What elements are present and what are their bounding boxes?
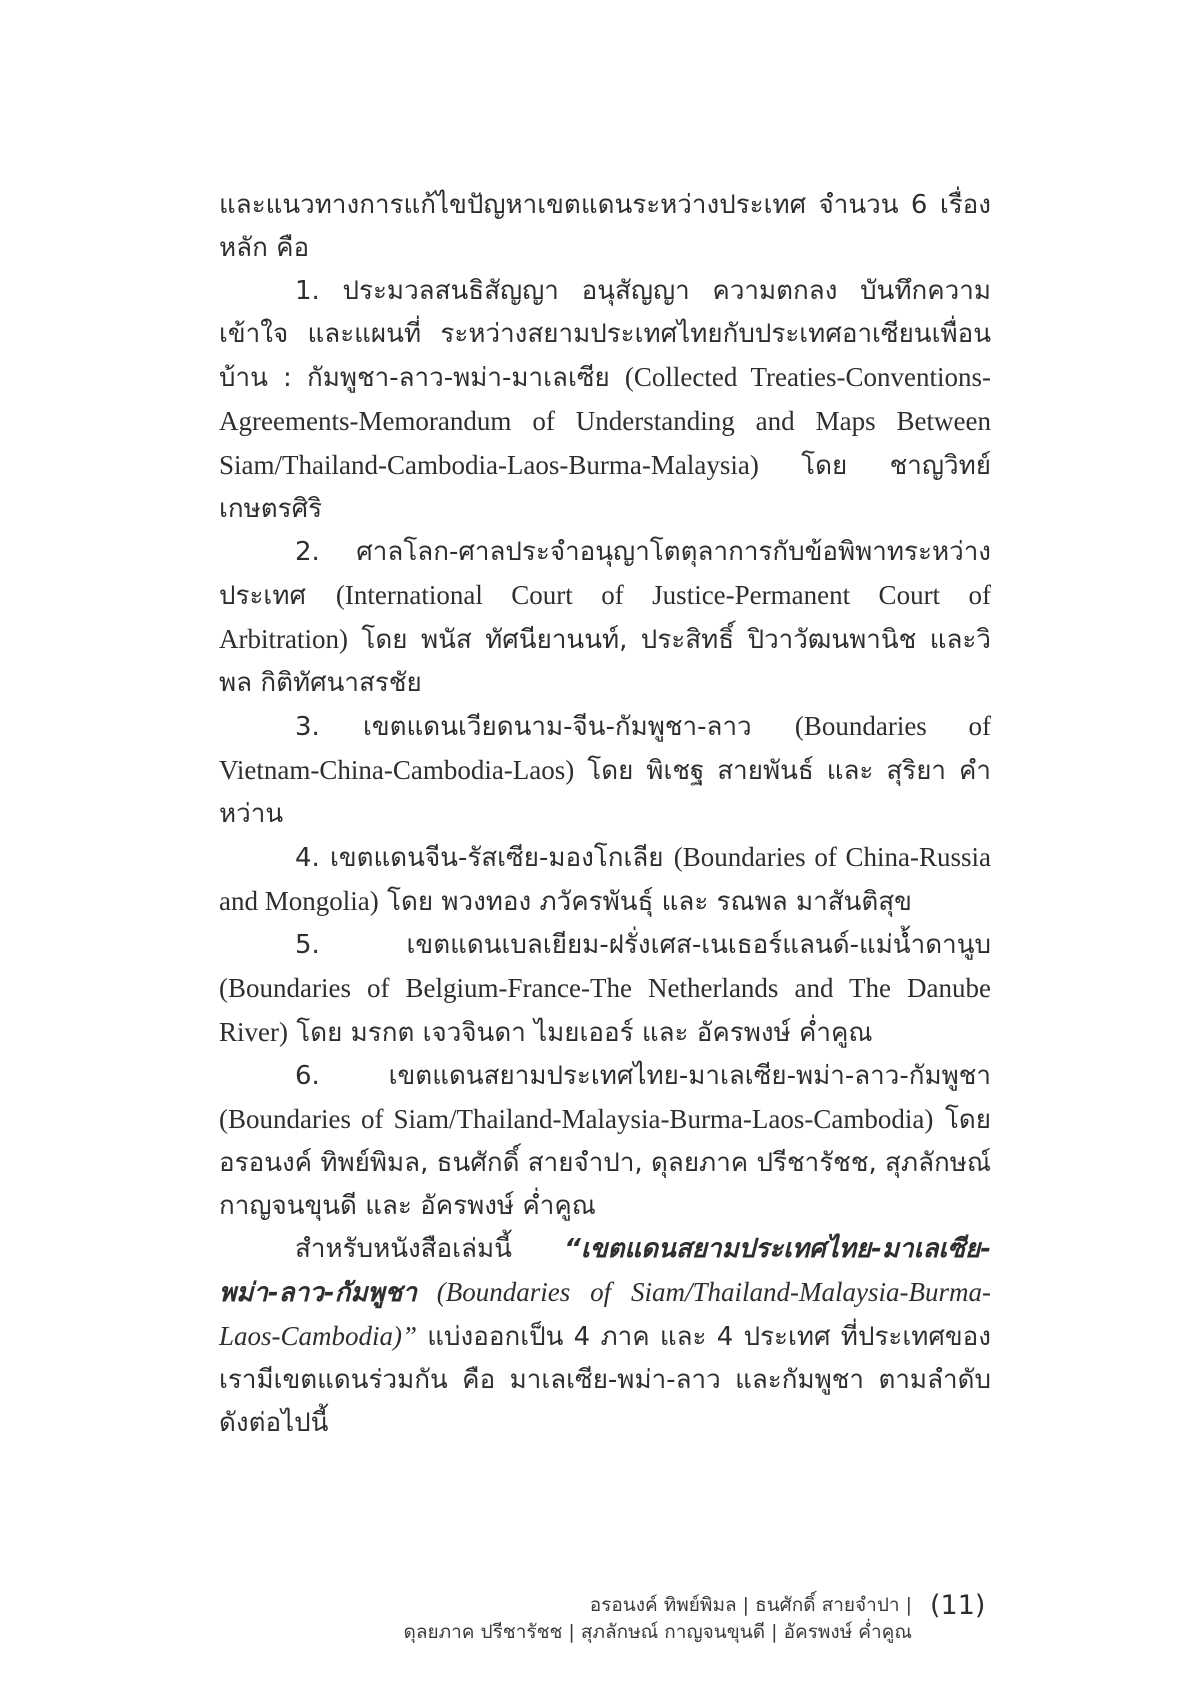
intro-paragraph: และแนวทางการแก้ไขปัญหาเขตแดนระหว่างประเทศ จำนวน 6 เรื่องหลัก คือ	[219, 190, 991, 263]
book-title-english: (Boundaries of Siam/Thailand-Malaysia-Burma-Laos-Cambodia)”	[219, 1277, 991, 1351]
item-authors: โดย อรอนงค์ ทิพย์พิมล, ธนศักดิ์ สายจำปา, ดุลยภาค ปรีชารัชช, สุภลักษณ์ กาญจนขุนดี และ อัครพงษ์ ค่ำคูณ	[219, 1105, 991, 1221]
item-authors: โดย พิเชฐ สายพันธ์ และ สุริยา คำหว่าน	[219, 756, 991, 829]
list-item	[219, 705, 991, 836]
item-thai-title: 6. เขตแดนสยามประเทศไทย-มาเลเซีย-พม่า-ลาว-กัมพูชา	[295, 1061, 991, 1091]
book-title-thai: “เขตแดนสยามประเทศไทย-มาเลเซีย-พม่า-ลาว-กัมพูชา	[219, 1234, 991, 1308]
item-thai-title: 3. เขตแดนเวียดนาม-จีน-กัมพูชา-ลาว	[295, 712, 795, 742]
item-english-title: (Boundaries of Siam/Thailand-Malaysia-Burma-Laos-Cambodia)	[219, 1104, 934, 1134]
running-footer	[300, 1592, 912, 1646]
item-thai-title: 1. ประมวลสนธิสัญญา อนุสัญญา ความตกลง บันทึกความเข้าใจ และแผนที่ ระหว่างสยามประเทศไทยกับประเทศอาเซียนเพื่อนบ้าน : กัมพูชา-ลาว-พม่า-มาเลเซีย	[219, 276, 991, 393]
item-english-title: (Boundaries of China-Russia and Mongolia)	[219, 842, 991, 916]
item-english-title: (International Court of Justice-Permanent Court of Arbitration)	[219, 580, 991, 654]
item-thai-title: 4. เขตแดนจีน-รัสเซีย-มองโกเลีย	[295, 843, 674, 873]
item-authors: โดย มรกต เจวจินดา ไมยเออร์ และ อัครพงษ์ ค่ำคูณ	[287, 1018, 873, 1048]
list-item	[219, 531, 991, 705]
item-thai-title: 5. เขตแดนเบลเยียม-ฝรั่งเศส-เนเธอร์แลนด์-แม่น้ำดานูบ	[295, 930, 991, 960]
item-english-title: (Boundaries of Vietnam-China-Cambodia-Laos)	[219, 711, 991, 785]
item-english-title: (Boundaries of Belgium-France-The Netherlands and The Danube River)	[219, 973, 991, 1047]
item-thai-title: 2. ศาลโลก-ศาลประจำอนุญาโตตุลาการกับข้อพิพาทระหว่างประเทศ	[219, 537, 991, 611]
footer-authors-line-1: อรอนงค์ ทิพย์พิมล | ธนศักดิ์ สายจำปา |	[589, 1594, 912, 1616]
body-text	[219, 184, 991, 1445]
item-authors: โดย พวงทอง ภวัครพันธุ์ และ รณพล มาสันติสุข	[378, 887, 912, 917]
item-authors: โดย ชาญวิทย์ เกษตรศิริ	[219, 451, 991, 524]
footer-authors-line-2: ดุลยภาค ปรีชารัชช | สุภลักษณ์ กาญจนขุนดี | อัครพงษ์ ค่ำคูณ	[403, 1621, 912, 1643]
item-english-title: (Collected Treaties-Conventions-Agreements-Memorandum of Understanding and Maps Between Siam/Thailand-Cambodia-Laos-Burma-Malaysia)	[219, 362, 991, 480]
list-item	[219, 836, 991, 924]
page-number: (11)	[930, 1590, 986, 1621]
list-item	[219, 270, 991, 531]
item-authors: โดย พนัส ทัศนียานนท์, ประสิทธิ์ ปิวาวัฒนพานิช และวิพล กิติทัศนาสรชัย	[219, 625, 991, 698]
closing-paragraph	[219, 1228, 991, 1445]
list-item	[219, 1055, 991, 1228]
list-item	[219, 924, 991, 1055]
closing-intro: สำหรับหนังสือเล่มนี้	[295, 1234, 565, 1264]
closing-description: แบ่งออกเป็น 4 ภาค และ 4 ประเทศ ที่ประเทศของเรามีเขตแดนร่วมกัน คือ มาเลเซีย-พม่า-ลาว และกัมพูชา ตามลำดับดังต่อไปนี้	[219, 1322, 991, 1438]
